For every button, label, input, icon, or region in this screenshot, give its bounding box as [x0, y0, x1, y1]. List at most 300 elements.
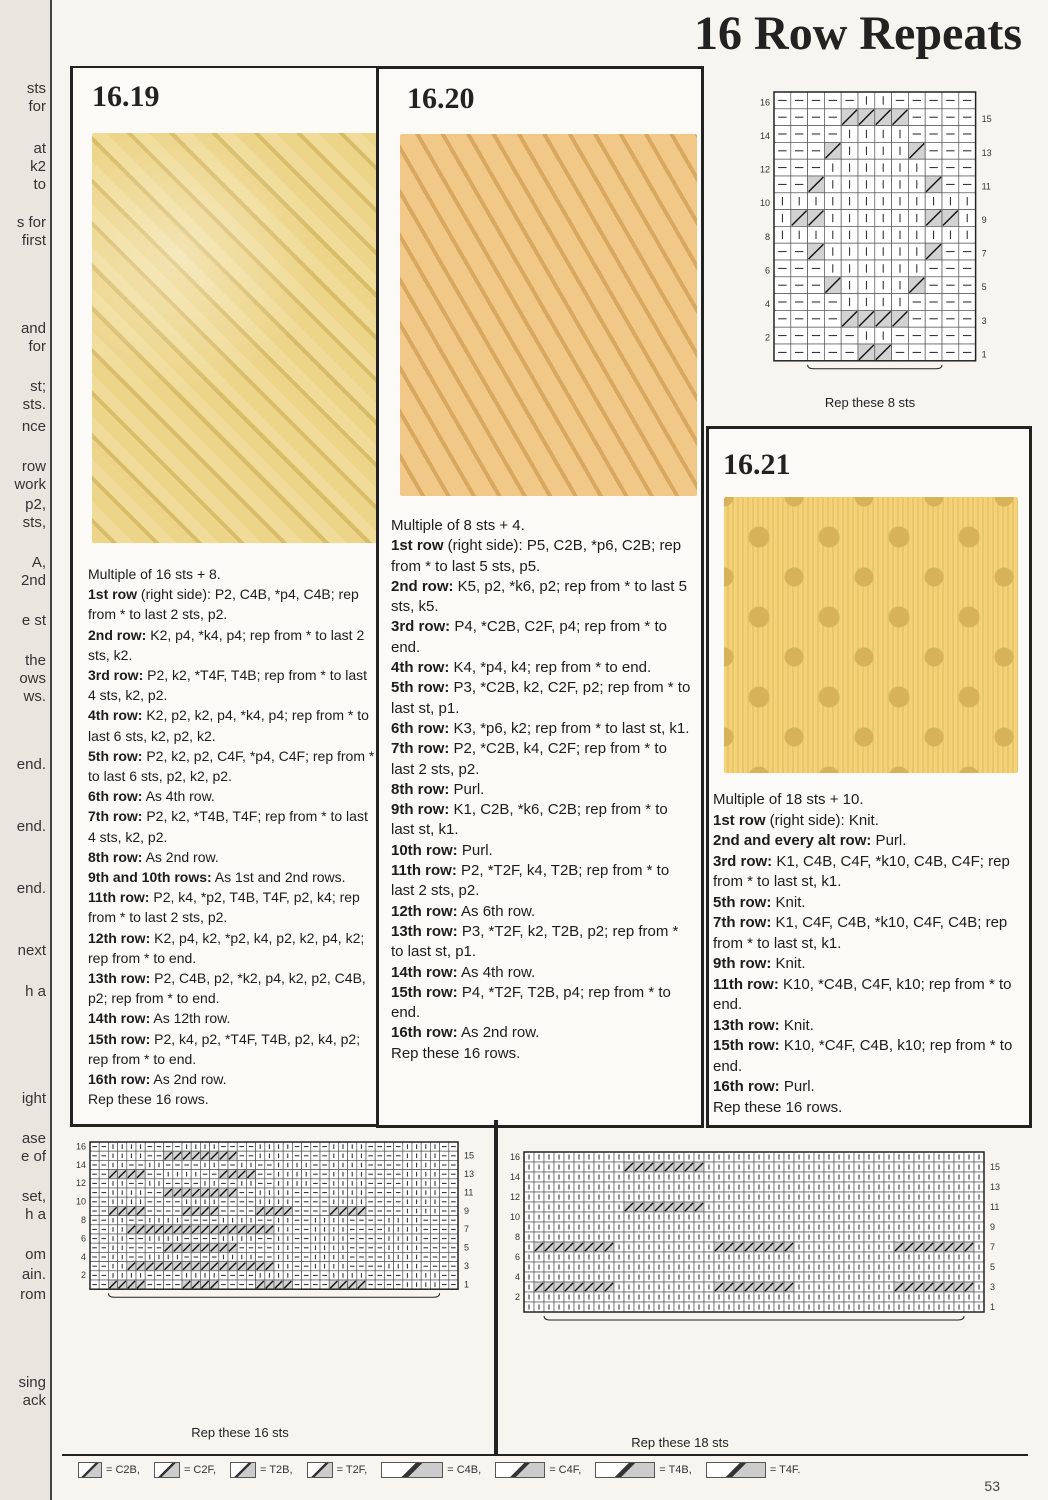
- chart-cell: [154, 1280, 163, 1289]
- chart-cell: [942, 277, 959, 294]
- chart-cell: [228, 1151, 237, 1160]
- chart-cell: [634, 1182, 644, 1192]
- chart-cell: [237, 1151, 246, 1160]
- chart-cell: [954, 1292, 964, 1302]
- chart-cell: [954, 1162, 964, 1172]
- chart-cell: [219, 1151, 228, 1160]
- chart-cell: [654, 1272, 664, 1282]
- chart-cell: [136, 1280, 145, 1289]
- chart-cell: [320, 1206, 329, 1215]
- chart-cell: [744, 1302, 754, 1312]
- chart-cell: [544, 1192, 554, 1202]
- chart-cell: [384, 1280, 393, 1289]
- chart-cell: [237, 1234, 246, 1243]
- swatch-photo-16-19: [92, 133, 379, 543]
- chart-cell: [794, 1212, 804, 1222]
- chart-cell: [228, 1216, 237, 1225]
- chart-cell: [118, 1225, 127, 1234]
- chart-cell: [534, 1242, 544, 1252]
- row-text: K10, *C4B, C4F, k10; rep from * to end.: [713, 975, 1012, 1013]
- chart-cell: [99, 1243, 108, 1252]
- chart-cell: [892, 243, 909, 260]
- chart-cell: [854, 1202, 864, 1212]
- chart-cell: [584, 1212, 594, 1222]
- chart-cell: [256, 1252, 265, 1261]
- chart-cell: [754, 1282, 764, 1292]
- chart-cell: [934, 1242, 944, 1252]
- row-label: 15th row:: [88, 1030, 151, 1047]
- chart-cell: [574, 1282, 584, 1292]
- chart-cell: [440, 1234, 449, 1243]
- row-label: 13th row:: [713, 1016, 780, 1034]
- chart-cell: [246, 1225, 255, 1234]
- chart-cell: [884, 1222, 894, 1232]
- row-label: 6th row:: [391, 719, 450, 737]
- chart-cell: [724, 1172, 734, 1182]
- chart-cell: [366, 1142, 375, 1151]
- chart-cell: [824, 1192, 834, 1202]
- chart-cell: [90, 1151, 99, 1160]
- chart-cell: [724, 1212, 734, 1222]
- chart-cell: [934, 1172, 944, 1182]
- chart-cell: [412, 1243, 421, 1252]
- chart-cell: [864, 1172, 874, 1182]
- chart-cell: [90, 1243, 99, 1252]
- chart-cell: [127, 1197, 136, 1206]
- chart-cell: [145, 1179, 154, 1188]
- chart-cell: [614, 1282, 624, 1292]
- row-number-left: 10: [759, 198, 770, 209]
- chart-cell: [108, 1179, 117, 1188]
- chart-cell: [744, 1262, 754, 1272]
- chart-cell: [375, 1216, 384, 1225]
- chart-cell: [784, 1302, 794, 1312]
- chart-cell: [90, 1206, 99, 1215]
- chart-cell: [844, 1282, 854, 1292]
- chart-cell: [173, 1280, 182, 1289]
- chart-cell: [644, 1282, 654, 1292]
- chart-cell: [924, 1232, 934, 1242]
- chart-cell: [228, 1142, 237, 1151]
- chart-cell: [283, 1188, 292, 1197]
- chart-cell: [338, 1206, 347, 1215]
- chart-cell: [908, 193, 925, 210]
- chart-cell: [302, 1252, 311, 1261]
- chart-cell: [734, 1222, 744, 1232]
- chart-cell: [964, 1212, 974, 1222]
- t4b-symbol-icon: [595, 1462, 655, 1478]
- chart-cell: [824, 226, 841, 243]
- chart-cell: [256, 1188, 265, 1197]
- chart-cell: [854, 1212, 864, 1222]
- chart-cell: [544, 1182, 554, 1192]
- chart-cell: [854, 1222, 864, 1232]
- chart-cell: [754, 1152, 764, 1162]
- row-text: Knit.: [779, 1016, 814, 1034]
- chart-cell: [944, 1282, 954, 1292]
- chart-cell: [554, 1212, 564, 1222]
- chart-cell: [684, 1282, 694, 1292]
- chart-cell: [329, 1188, 338, 1197]
- chart-cell: [246, 1160, 255, 1169]
- chart-cell: [854, 1162, 864, 1172]
- chart-cell: [634, 1292, 644, 1302]
- chart-cell: [182, 1151, 191, 1160]
- chart-cell: [544, 1282, 554, 1292]
- chart-cell: [914, 1182, 924, 1192]
- chart-cell: [564, 1292, 574, 1302]
- chart-cell: [874, 1272, 884, 1282]
- instructions-16-21: [713, 790, 1015, 1118]
- chart-cell: [925, 243, 942, 260]
- chart-cell: [944, 1152, 954, 1162]
- chart-cell: [440, 1225, 449, 1234]
- chart-cell: [614, 1202, 624, 1212]
- chart-cell: [256, 1151, 265, 1160]
- chart-cell: [524, 1292, 534, 1302]
- chart-cell: [644, 1152, 654, 1162]
- chart-cell: [624, 1302, 634, 1312]
- chart-cell: [664, 1152, 674, 1162]
- chart-cell: [904, 1252, 914, 1262]
- chart-cell: [421, 1243, 430, 1252]
- chart-cell: [694, 1192, 704, 1202]
- chart-cell: [302, 1225, 311, 1234]
- chart-cell: [154, 1179, 163, 1188]
- chart-cell: [320, 1271, 329, 1280]
- chart-cell: [265, 1188, 274, 1197]
- chart-cell: [449, 1206, 458, 1215]
- chart-cell: [942, 142, 959, 159]
- chart-cell: [403, 1262, 412, 1271]
- chart-cell: [824, 193, 841, 210]
- chart-cell: [784, 1212, 794, 1222]
- chart-cell: [944, 1262, 954, 1272]
- chart-cell: [744, 1192, 754, 1202]
- legend-label: = T4F.: [769, 1464, 801, 1476]
- chart-cell: [440, 1280, 449, 1289]
- chart-cell: [874, 1172, 884, 1182]
- chart-cell: [964, 1252, 974, 1262]
- chart-cell: [182, 1234, 191, 1243]
- chart-cell: [754, 1242, 764, 1252]
- chart-cell: [744, 1282, 754, 1292]
- chart-cell: [182, 1225, 191, 1234]
- chart-cell: [338, 1142, 347, 1151]
- chart-cell: [136, 1271, 145, 1280]
- repeat-bracket: [544, 1316, 964, 1320]
- chart-cell: [348, 1188, 357, 1197]
- legend-label: = C4B,: [447, 1464, 482, 1476]
- chart-cell: [357, 1206, 366, 1215]
- chart-cell: [684, 1262, 694, 1272]
- chart-cell: [154, 1142, 163, 1151]
- t2f-symbol-icon: [307, 1462, 333, 1478]
- row-number-right: 3: [981, 315, 987, 326]
- chart-cell: [90, 1280, 99, 1289]
- chart-cell: [925, 260, 942, 277]
- chart-cell: [357, 1160, 366, 1169]
- chart-cell: [210, 1197, 219, 1206]
- chart-cell: [924, 1182, 934, 1192]
- row-label: 15th row:: [391, 983, 458, 1001]
- chart-cell: [824, 92, 841, 109]
- chart-cell: [210, 1271, 219, 1280]
- chart-cell: [320, 1160, 329, 1169]
- chart-cell: [338, 1216, 347, 1225]
- chart-cell: [925, 344, 942, 361]
- chart-cell: [584, 1232, 594, 1242]
- chart-cell: [944, 1202, 954, 1212]
- chart-cell: [136, 1160, 145, 1169]
- chart-cell: [634, 1272, 644, 1282]
- chart-cell: [283, 1151, 292, 1160]
- chart-cell: [604, 1212, 614, 1222]
- chart-cell: [449, 1151, 458, 1160]
- chart-cell: [449, 1252, 458, 1261]
- chart-cell: [164, 1243, 173, 1252]
- chart-cell: [914, 1152, 924, 1162]
- chart-cell: [210, 1179, 219, 1188]
- chart-cell: [449, 1225, 458, 1234]
- chart-cell: [934, 1272, 944, 1282]
- chart-cell: [594, 1232, 604, 1242]
- chart-cell: [191, 1170, 200, 1179]
- chart-cell: [974, 1232, 984, 1242]
- chart-cell: [814, 1162, 824, 1172]
- chart-cell: [127, 1216, 136, 1225]
- instruction-row: [391, 800, 693, 841]
- chart-cell: [744, 1212, 754, 1222]
- gutter-text-fragment: ws.: [23, 688, 46, 705]
- chart-cell: [127, 1280, 136, 1289]
- chart-cell: [430, 1252, 439, 1261]
- chart-cell: [974, 1192, 984, 1202]
- chart-cell: [894, 1202, 904, 1212]
- chart-cell: [357, 1142, 366, 1151]
- chart-cell: [182, 1188, 191, 1197]
- chart-cell: [594, 1272, 604, 1282]
- chart-cell: [182, 1252, 191, 1261]
- chart-cell: [164, 1151, 173, 1160]
- chart-cell: [329, 1206, 338, 1215]
- chart-cell: [366, 1151, 375, 1160]
- chart-cell: [704, 1282, 714, 1292]
- instruction-row: [713, 1077, 1015, 1098]
- chart-cell: [384, 1160, 393, 1169]
- chart-cell: [357, 1197, 366, 1206]
- chart-cell: [574, 1192, 584, 1202]
- chart-cell: [421, 1142, 430, 1151]
- chart-cell: [614, 1152, 624, 1162]
- chart-cell: [904, 1232, 914, 1242]
- chart-cell: [784, 1242, 794, 1252]
- chart-cell: [644, 1272, 654, 1282]
- instruction-row: [391, 719, 693, 739]
- chart-cell: [584, 1222, 594, 1232]
- chart-cell: [594, 1192, 604, 1202]
- chart-cell: [182, 1243, 191, 1252]
- chart-cell: [329, 1243, 338, 1252]
- chart-cell: [348, 1234, 357, 1243]
- chart-cell: [136, 1225, 145, 1234]
- chart-cell: [844, 1252, 854, 1262]
- chart-cell: [564, 1212, 574, 1222]
- chart-cell: [237, 1206, 246, 1215]
- chart-cell: [624, 1292, 634, 1302]
- chart-cell: [944, 1272, 954, 1282]
- chart-cell: [200, 1271, 209, 1280]
- chart-cell: [164, 1252, 173, 1261]
- chart-cell: [173, 1206, 182, 1215]
- row-number-left: 12: [759, 164, 770, 175]
- chart-cell: [554, 1162, 564, 1172]
- chart-cell: [684, 1202, 694, 1212]
- gutter-text-fragment: ain.: [21, 1266, 46, 1283]
- chart-cell: [403, 1197, 412, 1206]
- chart-cell: [959, 277, 976, 294]
- chart-cell: [164, 1188, 173, 1197]
- chart-cell: [934, 1162, 944, 1172]
- chart-cell: [841, 277, 858, 294]
- chart-cell: [824, 277, 841, 294]
- chart-cell: [894, 1172, 904, 1182]
- chart-cell: [348, 1271, 357, 1280]
- chart-cell: [904, 1162, 914, 1172]
- row-label: 7th row:: [88, 808, 143, 825]
- chart-cell: [774, 109, 791, 126]
- chart-cell: [734, 1242, 744, 1252]
- chart-cell: [664, 1222, 674, 1232]
- chart-cell: [808, 92, 825, 109]
- row-text: (right side): P5, C2B, *p6, C2B; rep from * to last 5 sts, p5.: [391, 537, 682, 575]
- chart-cell: [954, 1282, 964, 1292]
- chart-cell: [774, 277, 791, 294]
- chart-cell: [302, 1160, 311, 1169]
- row-label: 12th row:: [391, 902, 458, 920]
- chart-cell: [724, 1262, 734, 1272]
- chart-cell: [864, 1242, 874, 1252]
- chart-cell: [774, 226, 791, 243]
- chart-cell: [544, 1272, 554, 1282]
- chart-cell: [964, 1282, 974, 1292]
- chart-cell: [403, 1271, 412, 1280]
- chart-cell: [704, 1162, 714, 1172]
- chart-cell: [704, 1252, 714, 1262]
- chart-rep-label-16-19: Rep these 16 sts: [191, 1425, 289, 1440]
- chart-cell: [311, 1243, 320, 1252]
- chart-cell: [894, 1152, 904, 1162]
- chart-cell: [357, 1179, 366, 1188]
- chart-cell: [864, 1262, 874, 1272]
- chart-cell: [118, 1151, 127, 1160]
- chart-cell: [841, 176, 858, 193]
- chart-cell: [734, 1202, 744, 1212]
- chart-cell: [914, 1222, 924, 1232]
- chart-cell: [145, 1151, 154, 1160]
- chart-cell: [614, 1172, 624, 1182]
- chart-cell: [524, 1182, 534, 1192]
- chart-cell: [524, 1272, 534, 1282]
- chart-cell: [403, 1280, 412, 1289]
- chart-cell: [959, 294, 976, 311]
- chart-cell: [954, 1172, 964, 1182]
- row-number-left: 14: [509, 1172, 520, 1182]
- chart-cell: [311, 1206, 320, 1215]
- chart-cell: [844, 1192, 854, 1202]
- row-label: 16th row:: [88, 1071, 151, 1088]
- chart-cell: [219, 1170, 228, 1179]
- chart-cell: [311, 1160, 320, 1169]
- chart-cell: [824, 1272, 834, 1282]
- chart-cell: [90, 1216, 99, 1225]
- chart-cell: [357, 1216, 366, 1225]
- chart-cell: [302, 1170, 311, 1179]
- chart-cell: [894, 1212, 904, 1222]
- chart-cell: [375, 1206, 384, 1215]
- chart-cell: [594, 1282, 604, 1292]
- chart-cell: [844, 1262, 854, 1272]
- chart-cell: [844, 1202, 854, 1212]
- chart-cell: [554, 1242, 564, 1252]
- row-text: P2, *T2F, k4, T2B; rep from * to last 2 sts, p2.: [391, 862, 670, 900]
- chart-cell: [814, 1172, 824, 1182]
- chart-cell: [145, 1280, 154, 1289]
- chart-cell: [908, 109, 925, 126]
- instruction-row: [391, 963, 693, 983]
- chart-cell: [908, 243, 925, 260]
- chart-cell: [914, 1272, 924, 1282]
- row-text: P4, *T2F, T2B, p4; rep from * to end.: [391, 983, 671, 1022]
- chart-cell: [875, 126, 892, 143]
- chart-cell: [734, 1282, 744, 1292]
- chart-cell: [944, 1192, 954, 1202]
- chart-cell: [942, 176, 959, 193]
- chart-cell: [944, 1232, 954, 1242]
- chart-cell: [338, 1225, 347, 1234]
- row-number-left: 14: [759, 131, 770, 142]
- chart-cell: [964, 1222, 974, 1232]
- chart-cell: [237, 1179, 246, 1188]
- chart-cell: [311, 1170, 320, 1179]
- chart-cell: [283, 1271, 292, 1280]
- chart-cell: [654, 1232, 664, 1242]
- chart-cell: [118, 1252, 127, 1261]
- chart-cell: [814, 1232, 824, 1242]
- chart-cell: [914, 1252, 924, 1262]
- chart-cell: [894, 1282, 904, 1292]
- chart-cell: [804, 1182, 814, 1192]
- chart-cell: [925, 193, 942, 210]
- chart-cell: [302, 1179, 311, 1188]
- chart-cell: [90, 1197, 99, 1206]
- chart-cell: [644, 1252, 654, 1262]
- chart-cell: [329, 1151, 338, 1160]
- chart-cell: [136, 1151, 145, 1160]
- chart-cell: [256, 1225, 265, 1234]
- instruction-row: [391, 861, 693, 902]
- chart-cell: [594, 1182, 604, 1192]
- chart-cell: [824, 1222, 834, 1232]
- chart-cell: [784, 1282, 794, 1292]
- chart-cell: [814, 1192, 824, 1202]
- chart-cell: [704, 1152, 714, 1162]
- chart-cell: [875, 277, 892, 294]
- chart-cell: [554, 1232, 564, 1242]
- chart-cell: [834, 1202, 844, 1212]
- chart-cell: [704, 1222, 714, 1232]
- chart-cell: [959, 260, 976, 277]
